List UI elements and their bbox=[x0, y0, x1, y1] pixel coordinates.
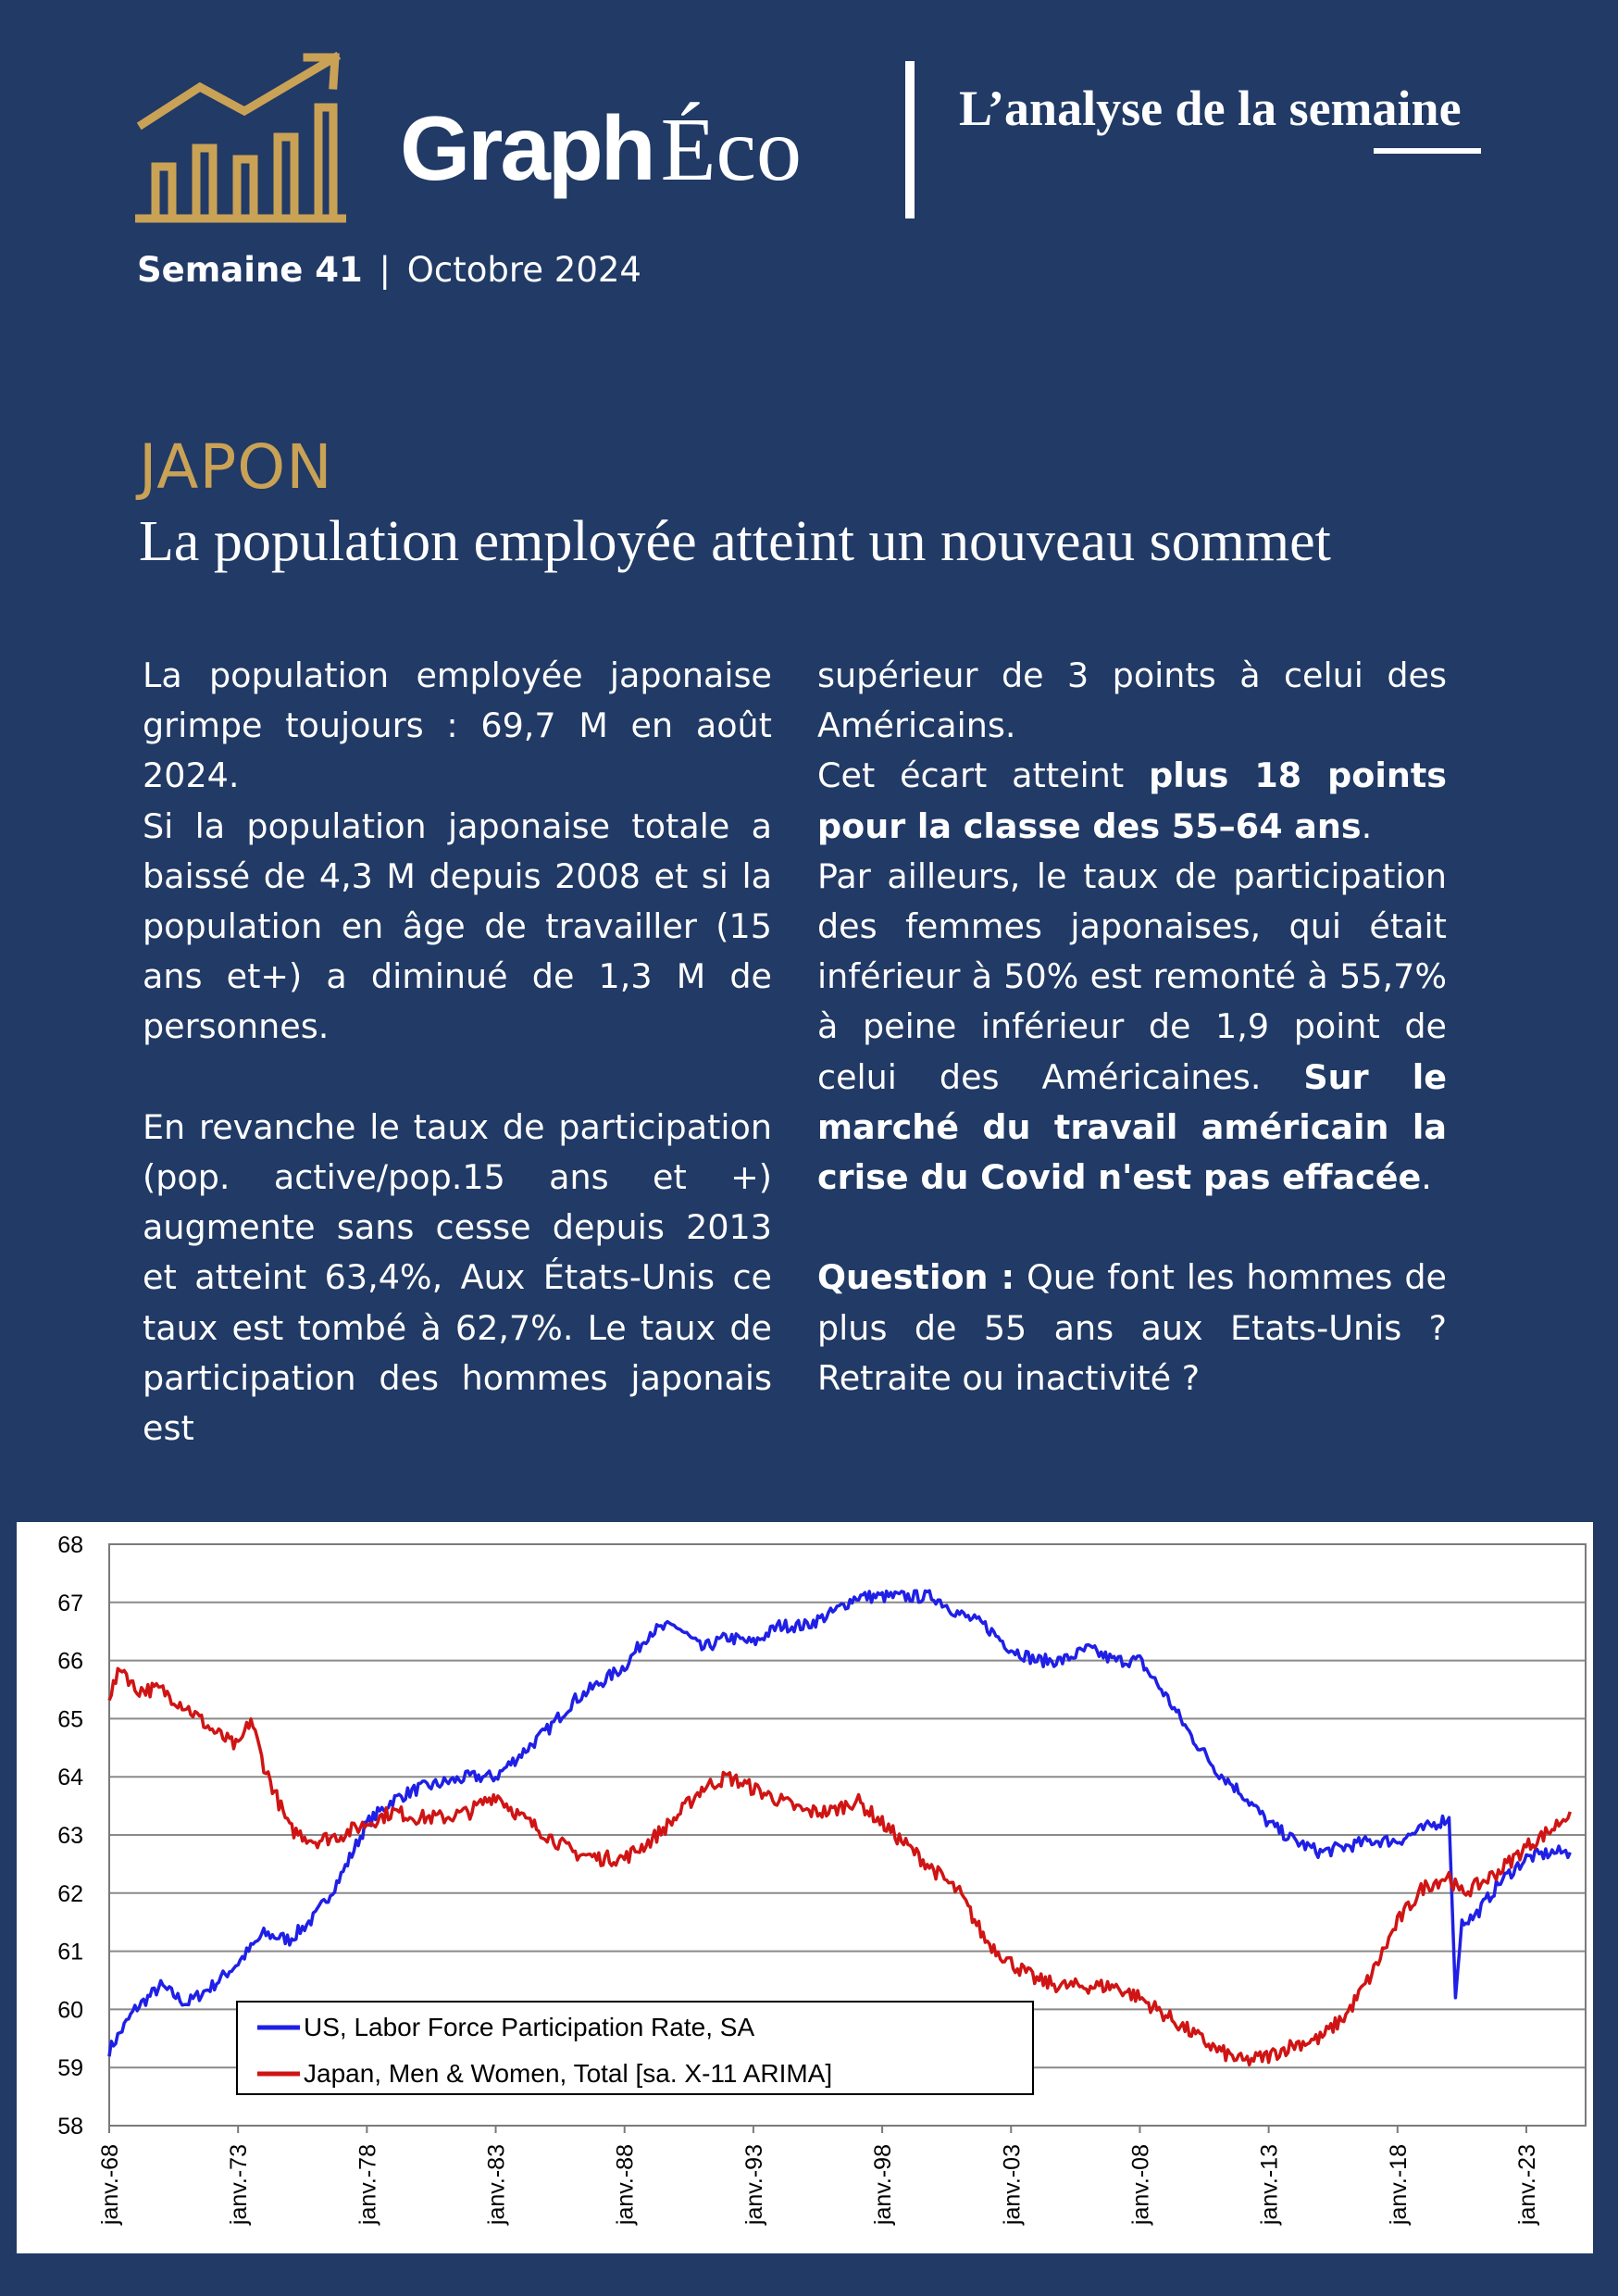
x-tick-label: janv.-88 bbox=[612, 2144, 639, 2226]
issue-line bbox=[137, 250, 641, 290]
chart-panel bbox=[17, 1522, 1593, 2253]
header-divider bbox=[905, 61, 915, 218]
x-tick-label: janv.-18 bbox=[1385, 2144, 1412, 2226]
brand-eco: Éco bbox=[660, 100, 802, 200]
x-tick-label: janv.-73 bbox=[226, 2144, 253, 2226]
x-tick-label: janv.-68 bbox=[97, 2144, 123, 2226]
country-label: JAPON bbox=[139, 431, 333, 503]
issue-month: Octobre 2024 bbox=[406, 250, 641, 290]
paragraph: supérieur de 3 points à celui des Américains. bbox=[817, 655, 1447, 746]
x-tick-label: janv.-03 bbox=[999, 2144, 1026, 2226]
x-tick-label: janv.-78 bbox=[355, 2144, 381, 2226]
paragraph: En revanche le taux de participation (pop. active/pop.15 ans et +) augmente sans cesse depuis 2013 et atteint 63,4%, Aux États-Unis ce taux est tombé à 62,7%. Le taux de participation des hommes japonais est bbox=[143, 1106, 772, 1449]
article-column-right bbox=[817, 651, 1447, 1404]
tagline: L’analyse de la semaine bbox=[959, 81, 1462, 136]
y-tick-label: 65 bbox=[57, 1706, 83, 1733]
y-tick-label: 63 bbox=[57, 1823, 83, 1849]
paragraph: Par ailleurs, le taux de participation des femmes japonaises, qui était inférieur à 50% est remonté à 55,7% à peine inférieur de 1,9 point de celui des Américaines. Sur le marché du travail américain la crise du Covid n'est pas effacée. bbox=[817, 855, 1447, 1198]
y-tick-label: 66 bbox=[57, 1648, 83, 1675]
y-tick-label: 60 bbox=[57, 1997, 83, 2024]
issue-week: Semaine 41 bbox=[137, 250, 363, 290]
x-tick-label: janv.-83 bbox=[483, 2144, 510, 2226]
headline: La population employée atteint un nouveau sommet bbox=[139, 510, 1331, 573]
paragraph: Cet écart atteint plus 18 points pour la classe des 55–64 ans. bbox=[817, 755, 1447, 846]
x-tick-label: janv.-08 bbox=[1127, 2144, 1154, 2226]
x-tick-label: janv.-23 bbox=[1513, 2144, 1540, 2226]
tagline-underline bbox=[1374, 148, 1481, 154]
x-tick-label: janv.-93 bbox=[741, 2144, 767, 2226]
issue-separator: | bbox=[379, 250, 391, 290]
y-tick-label: 67 bbox=[57, 1590, 83, 1616]
legend-label: US, Labor Force Participation Rate, SA bbox=[304, 2013, 755, 2041]
question-text: Que font les hommes de plus de 55 ans aux Etats-Unis ? Retraite ou inactivité ? bbox=[817, 1257, 1447, 1398]
y-tick-label: 64 bbox=[57, 1765, 83, 1791]
brand-graph: Graph bbox=[400, 97, 653, 199]
brand-wordmark bbox=[400, 93, 802, 206]
legend-label: Japan, Men & Women, Total [sa. X-11 ARIMA] bbox=[304, 2059, 833, 2088]
y-tick-label: 58 bbox=[57, 2114, 83, 2140]
emphasis: Sur le marché du travail américain la crise du Covid n'est pas effacée bbox=[817, 1056, 1447, 1198]
emphasis: plus 18 points pour la classe des 55–64 ans bbox=[817, 755, 1447, 846]
x-tick-label: janv.-98 bbox=[870, 2144, 897, 2226]
paragraph: La population employée japonaise grimpe toujours : 69,7 M en août 2024. bbox=[143, 655, 772, 796]
line-chart bbox=[17, 1522, 1593, 2253]
y-tick-label: 62 bbox=[57, 1880, 83, 1907]
y-tick-label: 61 bbox=[57, 1939, 83, 1965]
paragraph: Si la population japonaise totale a baissé de 4,3 M depuis 2008 et si la population en âge de travailler (15 ans et+) a diminué de 1,3 M de personnes. bbox=[143, 805, 772, 1047]
x-tick-label: janv.-13 bbox=[1256, 2144, 1283, 2226]
article-column-left bbox=[143, 651, 772, 1454]
rising-bar-chart-icon bbox=[135, 52, 346, 230]
question-label: Question : bbox=[817, 1257, 1015, 1298]
y-tick-label: 59 bbox=[57, 2055, 83, 2082]
y-tick-label: 68 bbox=[57, 1532, 83, 1558]
question-paragraph bbox=[817, 1253, 1447, 1404]
